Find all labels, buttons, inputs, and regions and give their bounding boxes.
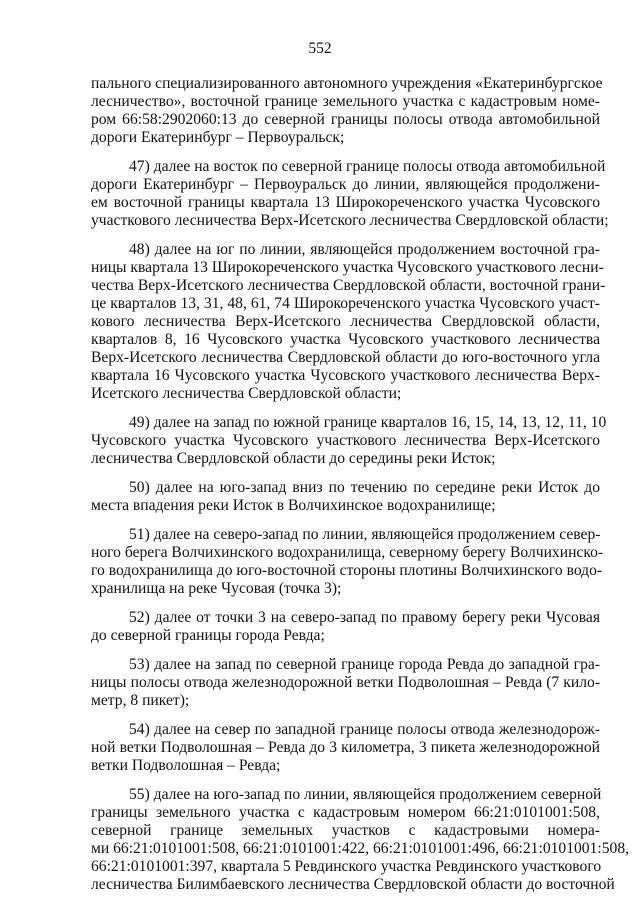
text-line: ницы полосы отвода железнодорожной ветки Подволошная – Ревда (7 кило- bbox=[91, 674, 600, 691]
text-line: ной ветки Подволошная – Ревда до 3 километра, 3 пикета железнодорожной bbox=[91, 739, 600, 756]
text-line: го водохранилища до юго-восточной стороны плотины Волчихинского водо- bbox=[91, 562, 603, 579]
paragraph bbox=[91, 158, 609, 230]
text-line: дороги Екатеринбург – Первоуральск до линии, являющейся продолжени- bbox=[91, 176, 600, 193]
text-line: метр, 8 пикет); bbox=[91, 692, 190, 709]
text-line: чества Верх-Исетского лесничества Свердловской области, восточной грани- bbox=[91, 277, 606, 294]
text-line: 48) далее на юг по линии, являющейся продолжением восточной гра- bbox=[129, 241, 600, 258]
text-line: дороги Екатеринбург – Первоуральск; bbox=[91, 129, 345, 146]
text-line: ем восточной границы квартала 13 Широкореченского участка Чусовского bbox=[91, 194, 600, 211]
text-line: ницы квартала 13 Широкореченского участка Чусовского участкового лесни- bbox=[91, 259, 604, 276]
page-number: 552 bbox=[308, 40, 332, 57]
text-line: це кварталов 13, 31, 48, 61, 74 Широкореченского участка Чусовского участ- bbox=[91, 295, 600, 312]
paragraph bbox=[91, 75, 603, 147]
paragraph bbox=[91, 479, 600, 515]
text-line: 66:21:0101001:397, квартала 5 Ревдинского участка Ревдинского участкового bbox=[91, 858, 602, 875]
text-line: ного берега Волчихинского водохранилища, северному берегу Волчихинско- bbox=[91, 544, 604, 561]
text-line: квартала 16 Чусовского участка Чусовского участкового лесничества Верх- bbox=[91, 367, 600, 384]
paragraph bbox=[91, 609, 600, 645]
text-line: Верх-Исетского лесничества Свердловской области до юго-восточного угла bbox=[91, 349, 600, 366]
text-line: 50) далее на юго-запад вниз по течению по середине реки Исток до bbox=[129, 479, 600, 496]
text-line: 53) далее на запад по северной границе города Ревда до западной гра- bbox=[129, 656, 600, 673]
paragraph bbox=[91, 721, 600, 775]
text-line: ветки Подволошная – Ревда; bbox=[91, 757, 281, 774]
text-line: хранилища на реке Чусовая (точка 3); bbox=[91, 580, 342, 597]
text-line: кварталов 8, 16 Чусовского участка Чусовского участкового лесничества bbox=[91, 331, 600, 348]
text-line: участкового лесничества Верх-Исетского лесничества Свердловской области; bbox=[91, 212, 609, 229]
paragraph bbox=[91, 241, 606, 403]
text-line: лесничества Свердловской области до середины реки Исток; bbox=[91, 450, 496, 467]
text-line: 47) далее на восток по северной границе полосы отвода автомобильной bbox=[129, 158, 606, 175]
text-line: ми 66:21:0101001:508, 66:21:0101001:422, 66:21:0101001:496, 66:21:0101001:508, bbox=[91, 840, 630, 857]
text-line: лесничество», восточной границе земельного участка с кадастровым номе- bbox=[91, 93, 600, 110]
text-line: до северной границы города Ревда; bbox=[91, 627, 325, 644]
text-line: северной границе земельных участков с кадастровыми номера- bbox=[91, 822, 600, 839]
text-line: лесничества Билимбаевского лесничества Свердловской области до восточной bbox=[91, 876, 615, 893]
text-line: места впадения реки Исток в Волчихинское водохранилище; bbox=[91, 497, 496, 514]
text-line: 54) далее на север по западной границе полосы отвода железнодорож- bbox=[129, 721, 600, 738]
text-line: 51) далее на северо-запад по линии, являющейся продолжением север- bbox=[129, 526, 601, 543]
paragraph bbox=[91, 526, 604, 598]
paragraph bbox=[91, 414, 607, 468]
text-line: пального специализированного автономного учреждения «Екатеринбургское bbox=[91, 75, 603, 92]
text-line: 52) далее от точки 3 на северо-запад по правому берегу реки Чусовая bbox=[129, 609, 600, 626]
text-line: границы земельного участка с кадастровым номером 66:21:0101001:508, bbox=[91, 804, 600, 821]
text-line: 55) далее на юго-запад по линии, являющейся продолжением северной bbox=[129, 786, 602, 803]
document-body bbox=[91, 75, 630, 905]
text-line: ром 66:58:2902060:13 до северной границы полосы отвода автомобильной bbox=[91, 111, 600, 128]
text-line: кового лесничества Верх-Исетского лесничества Свердловской области, bbox=[91, 313, 600, 330]
paragraph bbox=[91, 656, 600, 710]
text-line: Исетского лесничества Свердловской области; bbox=[91, 385, 402, 402]
paragraph bbox=[91, 786, 630, 894]
text-line: 49) далее на запад по южной границе кварталов 16, 15, 14, 13, 12, 11, 10 bbox=[129, 414, 607, 431]
text-line: Чусовского участка Чусовского участкового лесничества Верх-Исетского bbox=[91, 432, 600, 449]
